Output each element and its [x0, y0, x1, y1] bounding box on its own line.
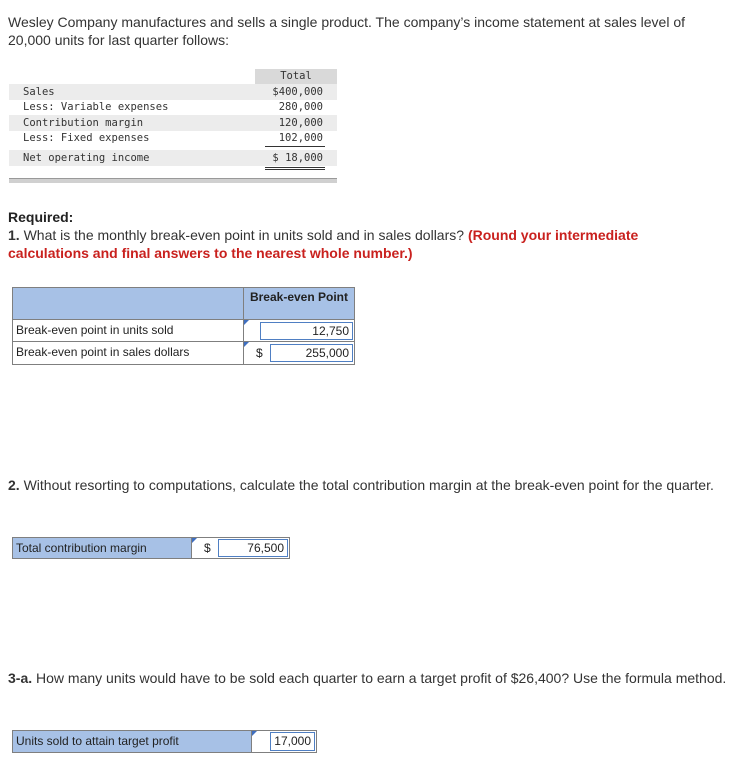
income-row-label: Sales [23, 86, 55, 98]
total-cm-input[interactable]: 76,500 [218, 539, 288, 557]
currency-symbol: $ [256, 346, 263, 360]
income-row-label: Less: Variable expenses [23, 101, 169, 113]
question-number: 2. [8, 477, 20, 493]
rounding-note: (Round your intermediate calculations and final answers to the nearest whole number.) [8, 227, 639, 261]
question-1 [8, 226, 723, 262]
units-target-label: Units sold to attain target profit [12, 730, 252, 753]
breakeven-units-input[interactable]: 12,750 [260, 322, 353, 340]
income-row-label: Contribution margin [23, 117, 144, 129]
intro-text: Wesley Company manufactures and sells a single product. The company’s income statement at sales level of 20,000 units for last quarter follows: [8, 14, 686, 48]
row-label: Break-even point in sales dollars [12, 341, 244, 365]
income-row-value: $400,000 [272, 86, 323, 98]
flag-icon [244, 342, 249, 347]
question-3a [8, 669, 728, 687]
flag-icon [244, 320, 249, 325]
row-label: Break-even point in units sold [12, 319, 244, 342]
breakeven-sales-input[interactable]: 255,000 [270, 344, 353, 362]
income-row-value: 280,000 [278, 101, 323, 113]
income-row-value: $ 18,000 [272, 152, 323, 164]
income-row [9, 150, 337, 166]
question-text: How many units would have to be sold each quarter to earn a target profit of $26,400? Use the formula method. [36, 670, 727, 686]
income-statement-header: Total [280, 70, 312, 82]
question-text: What is the monthly break-even point in units sold and in sales dollars? [23, 227, 465, 243]
income-row-label: Less: Fixed expenses [23, 132, 150, 144]
income-row-label: Net operating income [23, 152, 150, 164]
income-row [9, 84, 337, 100]
flag-icon [252, 731, 257, 736]
question-number: 1. [8, 227, 20, 243]
question-2 [8, 476, 728, 494]
flag-icon [192, 538, 197, 543]
units-target-input[interactable]: 17,000 [270, 732, 315, 751]
underline [265, 146, 325, 147]
double-underline [265, 167, 325, 168]
question-number: 3-a. [8, 670, 33, 686]
income-row-value: 120,000 [278, 117, 323, 129]
question-text: Without resorting to computations, calculate the total contribution margin at the break-even point for the quarter. [23, 477, 714, 493]
table-header-blank [12, 287, 244, 320]
column-header: Break-even Point [243, 287, 355, 320]
income-row-value: 102,000 [278, 132, 323, 144]
income-row [9, 130, 337, 146]
total-cm-label: Total contribution margin [12, 537, 192, 559]
income-row [9, 99, 337, 115]
currency-symbol: $ [204, 541, 211, 555]
required-heading: Required: [8, 209, 74, 225]
income-row [9, 115, 337, 131]
table-bottom-bar [9, 178, 337, 183]
double-underline [265, 169, 325, 170]
